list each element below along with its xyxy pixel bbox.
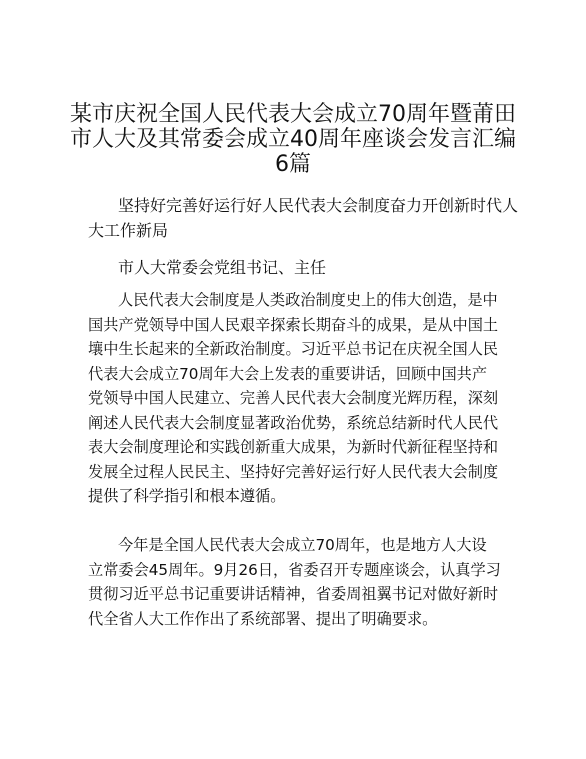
paragraph-line: 今年是全国人民代表大会成立70周年，也是地方人大设 <box>118 536 487 554</box>
paragraph-2 <box>88 533 501 631</box>
title-line: 市人大及其常委会成立40周年座谈会发言汇编 <box>70 127 516 152</box>
section-heading-line: 坚持好完善好运行好人民代表大会制度奋力开创新时代人 <box>118 196 519 215</box>
paragraph-line: 壤中生长起来的全新政治制度。习近平总书记在庆祝全国人民 <box>88 340 499 358</box>
paragraph-line: 表大会制度理论和实践创新重大成果，为新时代新征程坚持和 <box>88 438 499 456</box>
paragraph-line: 发展全过程人民民主、坚持好完善好运行好人民代表大会制度 <box>88 462 499 481</box>
paragraph-line: 人民代表大会制度是人类政治制度史上的伟大创造，是中 <box>118 291 498 309</box>
paragraph-line: 代表大会成立70周年大会上发表的重要讲话，回顾中国共产 <box>88 364 488 383</box>
title-line: 某市庆祝全国人民代表大会成立70周年暨莆田 <box>70 102 516 127</box>
paragraph-line: 立常委会45周年。9月26日，省委召开专题座谈会，认真学习 <box>88 560 501 579</box>
speaker-line <box>88 255 558 280</box>
paragraph-line: 代全省人大工作作出了系统部署、提出了明确要求。 <box>88 609 438 628</box>
paragraph-line: 贯彻习近平总书记重要讲话精神，省委周祖翼书记对做好新时 <box>88 585 499 603</box>
paragraph-line: 阐述人民代表大会制度显著政治优势，系统总结新时代人民代 <box>88 413 499 432</box>
document-title <box>60 102 526 177</box>
paragraph-line: 国共产党领导中国人民艰辛探索长期奋斗的成果，是从中国土 <box>88 315 499 334</box>
section-heading <box>88 193 528 243</box>
section-heading-line: 大工作新局 <box>88 221 169 240</box>
title-line: 6篇 <box>275 152 311 177</box>
paragraph-line: 提供了科学指引和根本遵循。 <box>88 487 286 505</box>
paragraph-1 <box>88 288 498 509</box>
paragraph-line: 党领导中国人民建立、完善人民代表大会制度光辉历程，深刻 <box>88 389 499 407</box>
speaker-text: 市人大常委会党组书记、主任 <box>118 258 327 277</box>
